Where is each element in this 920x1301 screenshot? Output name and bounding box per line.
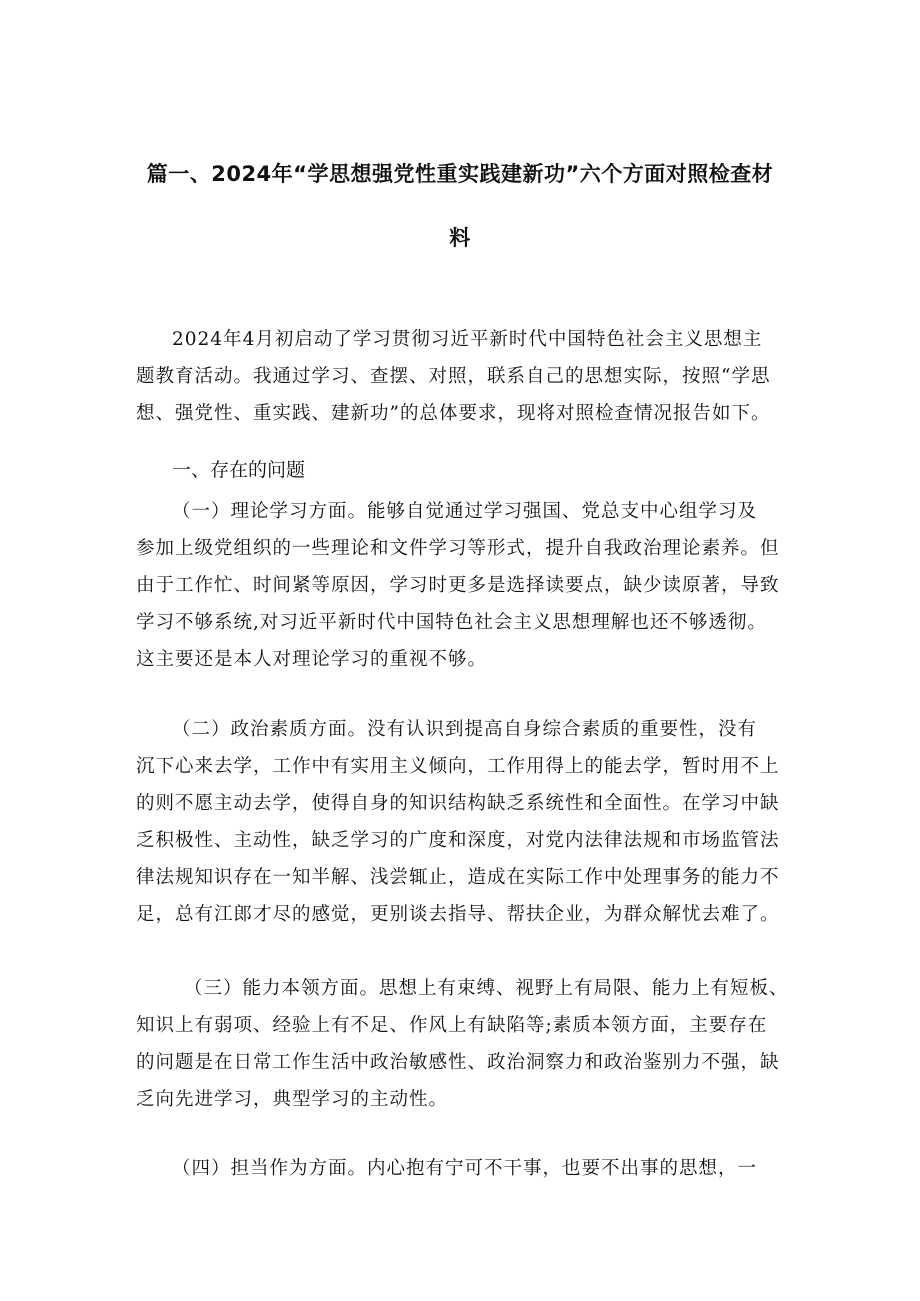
- intro-line: 题教育活动。我通过学习、查摆、对照，联系自己的思想实际，按照“学思: [136, 366, 771, 387]
- item-line: （四）担当作为方面。内心抱有宁可不干事，也要不出事的思想，一: [172, 1158, 758, 1179]
- item-line: 足，总有江郎才尽的感觉，更别谈去指导、帮扶企业，为群众解忧去难了。: [136, 904, 780, 925]
- item-line: 的则不愿主动去学，使得自身的知识结构缺乏系统性和全面性。在学习中缺: [136, 793, 780, 814]
- item-line: （一）理论学习方面。能够自觉通过学习强国、党总支中心组学习及: [172, 501, 758, 522]
- item-line: 乏积极性、主动性，缺乏学习的广度和深度，对党内法律法规和市场监管法: [136, 830, 780, 851]
- item-line: 沉下心来去学，工作中有实用主义倾向，工作用得上的能去学，暂时用不上: [136, 756, 780, 777]
- item-line: 由于工作忙、时间紧等原因，学习时更多是选择读要点，缺少读原著，导致: [136, 575, 780, 596]
- item-political-quality: [136, 711, 796, 933]
- item-ability: [136, 970, 796, 1118]
- item-theory-study: [136, 493, 796, 678]
- document-title-line-2: 料: [449, 226, 471, 250]
- section-heading-problems: 一、存在的问题: [172, 459, 306, 481]
- item-line: 乏向先进学习，典型学习的主动性。: [136, 1089, 449, 1110]
- item-line: （二）政治素质方面。没有认识到提高自身综合素质的重要性，没有: [172, 719, 758, 740]
- item-line: 的问题是在日常工作生活中政治敏感性、政治洞察力和政治鉴别力不强，缺: [136, 1052, 780, 1073]
- item-line: （三）能力本领方面。思想上有束缚、视野上有局限、能力上有短板、: [184, 978, 789, 999]
- item-line: 参加上级党组织的一些理论和文件学习等形式，提升自我政治理论素养。但: [136, 538, 780, 559]
- item-line: 这主要还是本人对理论学习的重视不够。: [136, 649, 488, 670]
- intro-line: 2024年4月初启动了学习贯彻习近平新时代中国特色社会主义思想主: [172, 329, 763, 350]
- intro-line: 想、强党性、重实践、建新功”的总体要求，现将对照检查情况报告如下。: [136, 403, 771, 424]
- document-title-line-1: 篇一、2024年“学思想强党性重实践建新功”六个方面对照检查材: [146, 162, 774, 186]
- item-line: 知识上有弱项、经验上有不足、作风上有缺陷等;素质本领方面，主要存在: [136, 1015, 768, 1036]
- item-line: 律法规知识存在一知半解、浅尝辄止，造成在实际工作中处理事务的能力不: [136, 867, 780, 888]
- intro-paragraph: [136, 321, 796, 432]
- item-line: 学习不够系统,对习近平新时代中国特色社会主义思想理解也还不够透彻。: [136, 612, 767, 633]
- item-responsibility: [136, 1150, 796, 1187]
